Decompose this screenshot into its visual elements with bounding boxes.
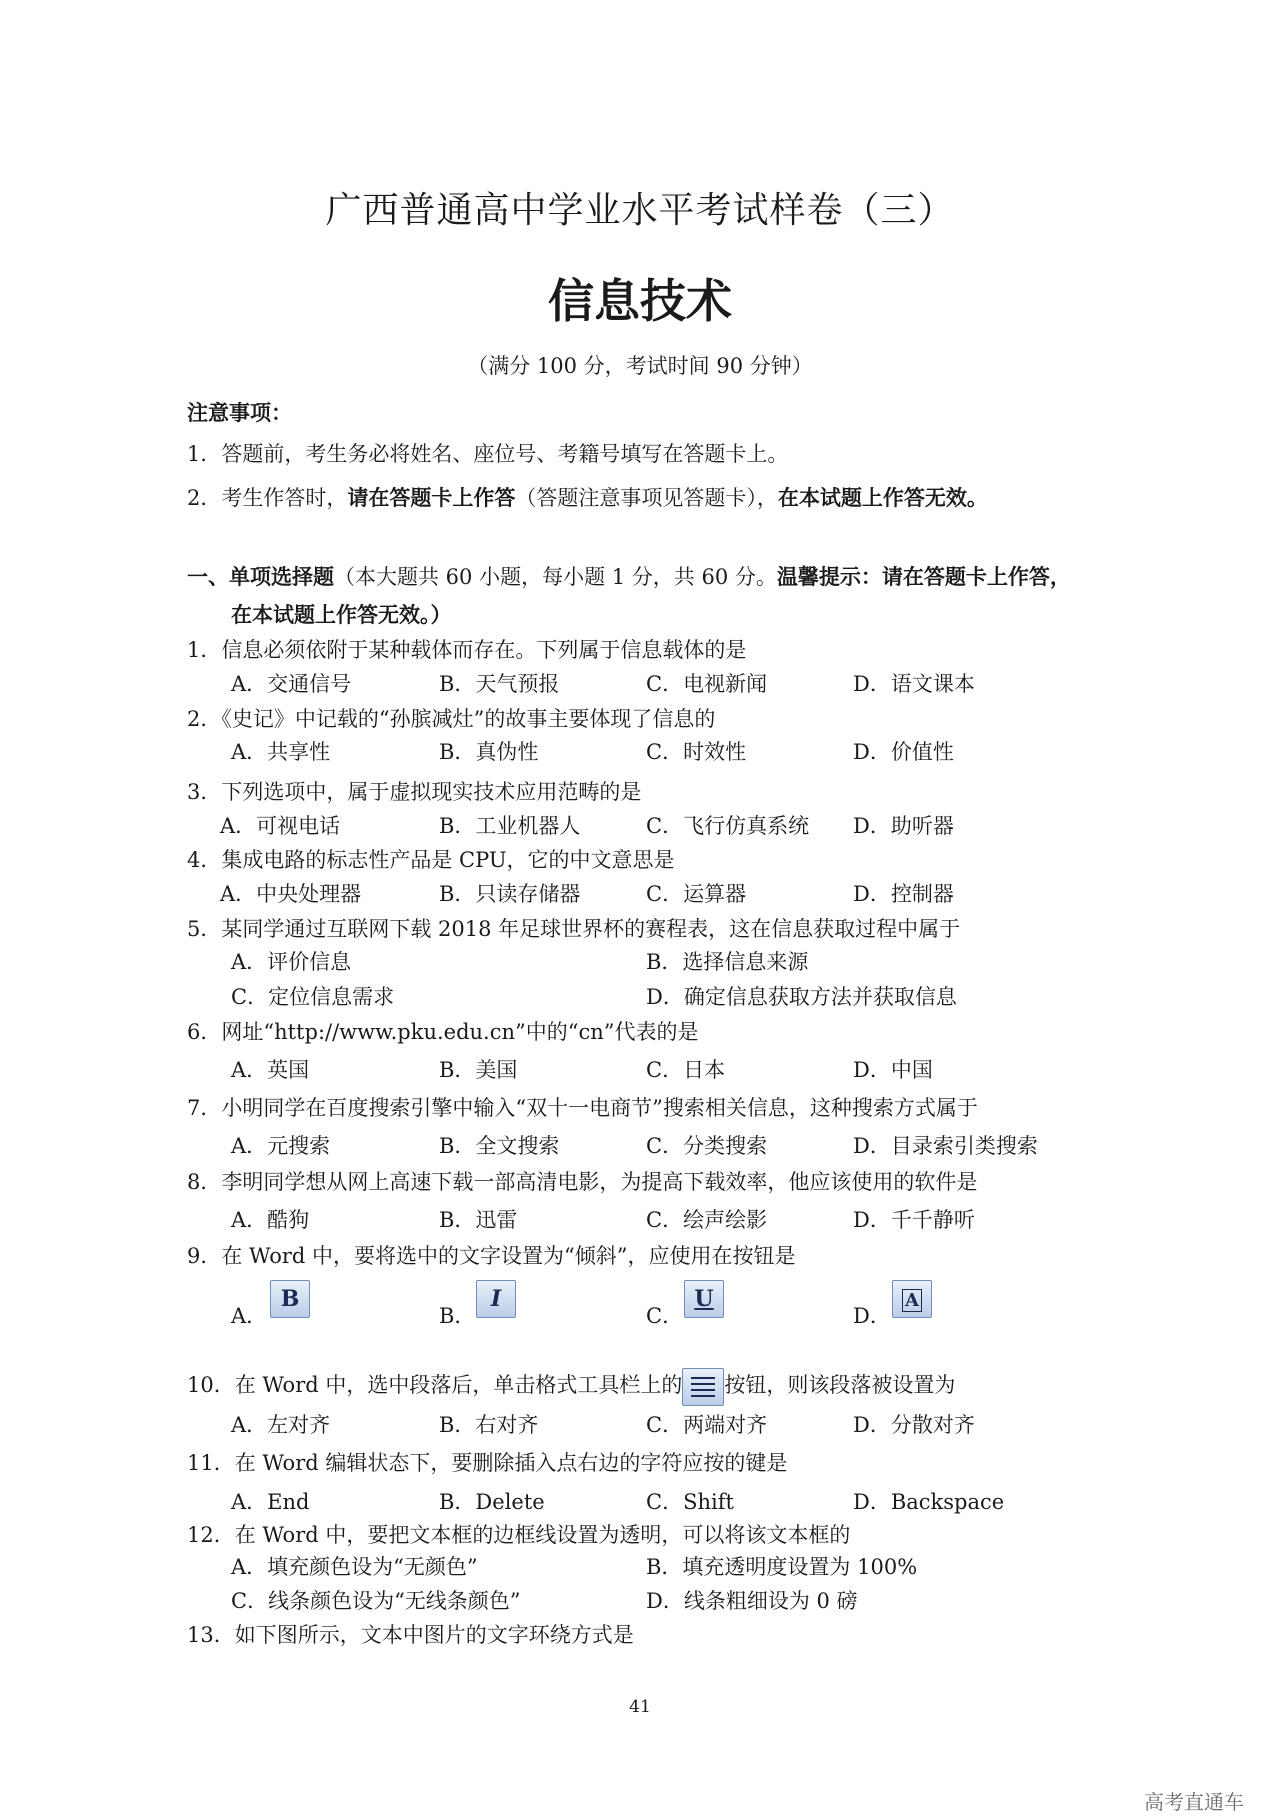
option-d: D．千千静听 xyxy=(853,1208,975,1232)
exam-info: （满分 100 分，考试时间 90 分钟） xyxy=(467,354,813,378)
question-stem: 8．李明同学想从网上高速下载一部高清电影，为提高下载效率，他应该使用的软件是 xyxy=(187,1170,978,1194)
option-d: D．确定信息获取方法并获取信息 xyxy=(646,985,957,1009)
page-number: 41 xyxy=(629,1697,651,1717)
option-b: B． xyxy=(439,1304,476,1328)
option-c: C．运算器 xyxy=(646,882,747,906)
option-a: A．酷狗 xyxy=(231,1208,310,1232)
option-c: C．飞行仿真系统 xyxy=(646,814,810,838)
question-stem: 12．在 Word 中，要把文本框的边框线设置为透明，可以将该文本框的 xyxy=(187,1523,851,1547)
section-tip-2: 在本试题上作答无效。） xyxy=(231,603,452,627)
question-stem: 1．信息必须依附于某种载体而存在。下列属于信息载体的是 xyxy=(187,638,747,662)
char-border-button-image xyxy=(892,1280,932,1318)
option-a: A．交通信号 xyxy=(231,672,352,696)
question-stem-post: 按钮，则该段落被设置为 xyxy=(724,1373,956,1397)
option-d: D．中国 xyxy=(853,1058,933,1082)
option-b: B．天气预报 xyxy=(439,672,560,696)
question-stem: 13．如下图所示，文本中图片的文字环绕方式是 xyxy=(187,1623,634,1647)
option-a: A． xyxy=(231,1304,268,1328)
option-c: C．分类搜索 xyxy=(646,1134,768,1158)
option-a: A．元搜索 xyxy=(231,1134,331,1158)
option-b: B．真伪性 xyxy=(439,740,539,764)
option-b: B．选择信息来源 xyxy=(646,950,809,974)
option-d: D．目录索引类搜索 xyxy=(853,1134,1038,1158)
underline-icon: U xyxy=(684,1280,724,1318)
question-stem: 9．在 Word 中，要将选中的文字设置为“倾斜”，应使用在按钮是 xyxy=(187,1244,796,1268)
option-b: B．迅雷 xyxy=(439,1208,518,1232)
question-stem: 2．《史记》中记载的“孙膑减灶”的故事主要体现了信息的 xyxy=(187,707,716,731)
subject-title: 信息技术 xyxy=(548,274,732,328)
option-a: A．中央处理器 xyxy=(220,882,362,906)
option-b: B．工业机器人 xyxy=(439,814,581,838)
option-d: D．Backspace xyxy=(853,1490,1005,1514)
justify-align-icon xyxy=(682,1368,724,1406)
option-b: B．美国 xyxy=(439,1058,518,1082)
question-stem xyxy=(187,1368,955,1406)
exam-title: 广西普通高中学业水平考试样卷（三） xyxy=(325,190,955,231)
option-c: C．两端对齐 xyxy=(646,1413,768,1437)
option-b: B．填充透明度设置为 100% xyxy=(646,1555,918,1579)
option-c: C．Shift xyxy=(646,1490,734,1514)
section-desc: （本大题共 60 小题，每小题 1 分，共 60 分。 xyxy=(334,565,777,589)
option-c: C．定位信息需求 xyxy=(231,985,395,1009)
option-d: D．价值性 xyxy=(853,740,954,764)
underline-button-image xyxy=(684,1280,724,1318)
notice-item-2-bold2: 在本试题上作答无效。 xyxy=(777,486,988,510)
section-tip: 温馨提示：请在答题卡上作答， xyxy=(776,565,1071,589)
notice-heading: 注意事项： xyxy=(187,401,292,425)
option-d: D．线条粗细设为 0 磅 xyxy=(646,1589,858,1613)
notice-item-1: 1．答题前，考生务必将姓名、座位号、考籍号填写在答题卡上。 xyxy=(187,442,789,466)
notice-item-2-bold: 请在答题卡上作答 xyxy=(347,486,516,510)
italic-icon: I xyxy=(476,1280,516,1318)
section-title: 一、单项选择题 xyxy=(187,565,334,589)
option-b: B．只读存储器 xyxy=(439,882,581,906)
bold-icon: B xyxy=(270,1280,310,1318)
section-header xyxy=(187,561,1071,591)
notice-item-2-prefix: 2．考生作答时， xyxy=(187,486,348,510)
option-d: D．控制器 xyxy=(853,882,954,906)
option-d: D． xyxy=(853,1304,891,1328)
option-a: A．评价信息 xyxy=(231,950,352,974)
option-d: D．语文课本 xyxy=(853,672,975,696)
char-border-icon: A xyxy=(892,1280,932,1318)
option-b: B．右对齐 xyxy=(439,1413,539,1437)
option-c: C．日本 xyxy=(646,1058,726,1082)
watermark: 高考直通车 xyxy=(1144,1790,1244,1814)
option-c: C． xyxy=(646,1304,684,1328)
option-b: B．Delete xyxy=(439,1490,545,1514)
question-stem: 6．网址“http://www.pku.edu.cn”中的“cn”代表的是 xyxy=(187,1020,699,1044)
question-stem-pre: 10．在 Word 中，选中段落后，单击格式工具栏上的 xyxy=(187,1373,683,1397)
bold-button-image xyxy=(270,1280,310,1318)
option-c: C．时效性 xyxy=(646,740,747,764)
question-stem: 4．集成电路的标志性产品是 CPU，它的中文意思是 xyxy=(187,848,675,872)
option-a: A．可视电话 xyxy=(220,814,341,838)
option-b: B．全文搜索 xyxy=(439,1134,560,1158)
option-d: D．分散对齐 xyxy=(853,1413,975,1437)
question-stem: 3．下列选项中，属于虚拟现实技术应用范畴的是 xyxy=(187,780,642,804)
option-c: C．绘声绘影 xyxy=(646,1208,768,1232)
option-a: A．填充颜色设为“无颜色” xyxy=(231,1555,478,1579)
option-a: A．共享性 xyxy=(231,740,331,764)
option-a: A．End xyxy=(231,1490,310,1514)
italic-button-image xyxy=(476,1280,516,1318)
question-stem: 11．在 Word 编辑状态下，要删除插入点右边的字符应按的键是 xyxy=(187,1451,788,1475)
option-c: C．线条颜色设为“无线条颜色” xyxy=(231,1589,521,1613)
option-a: A．英国 xyxy=(231,1058,310,1082)
question-stem: 5．某同学通过互联网下载 2018 年足球世界杯的赛程表，这在信息获取过程中属于 xyxy=(187,917,961,941)
option-a: A．左对齐 xyxy=(231,1413,331,1437)
notice-item-2-mid: （答题注意事项见答题卡）， xyxy=(515,486,778,510)
notice-item-2 xyxy=(187,482,988,512)
option-c: C．电视新闻 xyxy=(646,672,768,696)
option-d: D．助听器 xyxy=(853,814,954,838)
question-stem: 7．小明同学在百度搜索引擎中输入“双十一电商节”搜索相关信息，这种搜索方式属于 xyxy=(187,1096,978,1120)
